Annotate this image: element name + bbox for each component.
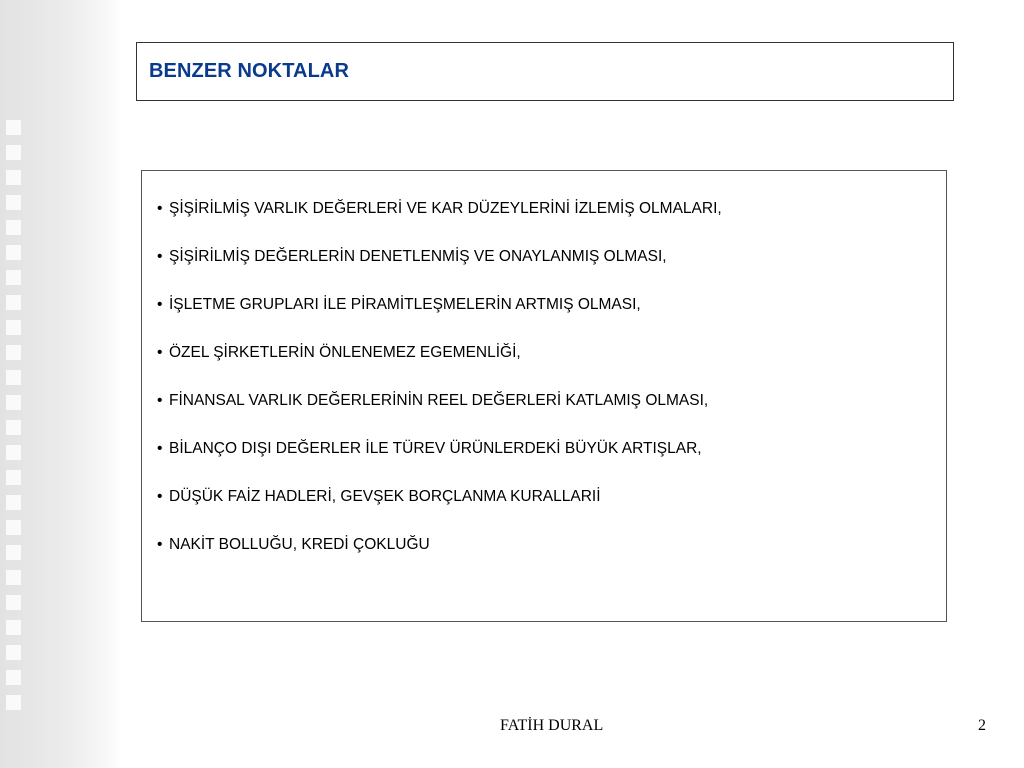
bullet-item bbox=[157, 295, 722, 343]
footer-author: FATİH DURAL bbox=[500, 717, 604, 734]
decorative-square bbox=[6, 195, 21, 210]
page-number: 2 bbox=[978, 717, 986, 734]
decorative-square bbox=[6, 595, 21, 610]
bullet-item bbox=[157, 487, 722, 535]
decorative-square bbox=[6, 645, 21, 660]
bullet-text: NAKİT BOLLUĞU, KREDİ ÇOKLUĞU bbox=[169, 536, 430, 553]
decorative-square bbox=[6, 120, 21, 135]
bullet-dot: • bbox=[157, 488, 163, 505]
content-box bbox=[141, 170, 947, 622]
bullet-text: ÖZEL ŞİRKETLERİN ÖNLENEMEZ EGEMENLİĞİ, bbox=[169, 344, 521, 361]
bullet-dot: • bbox=[157, 440, 163, 457]
bullet-text: İŞLETME GRUPLARI İLE PİRAMİTLEŞMELERİN ARTMIŞ OLMASI, bbox=[169, 296, 641, 313]
bullet-item bbox=[157, 535, 722, 583]
decorative-squares bbox=[6, 120, 28, 720]
decorative-square bbox=[6, 320, 21, 335]
bullet-item bbox=[157, 439, 722, 487]
decorative-square bbox=[6, 520, 21, 535]
bullet-text: BİLANÇO DIŞI DEĞERLER İLE TÜREV ÜRÜNLERDEKİ BÜYÜK ARTIŞLAR, bbox=[169, 440, 702, 457]
decorative-square bbox=[6, 245, 21, 260]
decorative-square bbox=[6, 270, 21, 285]
bullet-item bbox=[157, 343, 722, 391]
decorative-square bbox=[6, 145, 21, 160]
bullet-text: DÜŞÜK FAİZ HADLERİ, GEVŞEK BORÇLANMA KURALLARIİ bbox=[169, 488, 601, 505]
decorative-square bbox=[6, 570, 21, 585]
bullet-item bbox=[157, 199, 722, 247]
decorative-square bbox=[6, 370, 21, 385]
bullet-dot: • bbox=[157, 344, 163, 361]
decorative-square bbox=[6, 695, 21, 710]
decorative-square bbox=[6, 345, 21, 360]
decorative-square bbox=[6, 295, 21, 310]
decorative-square bbox=[6, 545, 21, 560]
bullet-dot: • bbox=[157, 536, 163, 553]
bullet-dot: • bbox=[157, 296, 163, 313]
bullet-item bbox=[157, 247, 722, 295]
bullet-text: FİNANSAL VARLIK DEĞERLERİNİN REEL DEĞERLERİ KATLAMIŞ OLMASI, bbox=[169, 392, 709, 409]
decorative-square bbox=[6, 470, 21, 485]
bullet-dot: • bbox=[157, 392, 163, 409]
bullet-dot: • bbox=[157, 200, 163, 217]
bullet-item bbox=[157, 391, 722, 439]
decorative-square bbox=[6, 220, 21, 235]
decorative-square bbox=[6, 670, 21, 685]
slide-title: BENZER NOKTALAR bbox=[149, 60, 350, 82]
bullet-list bbox=[157, 199, 722, 583]
bullet-text: ŞİŞİRİLMİŞ VARLIK DEĞERLERİ VE KAR DÜZEYLERİNİ İZLEMİŞ OLMALARI, bbox=[169, 200, 722, 217]
bullet-dot: • bbox=[157, 248, 163, 265]
decorative-square bbox=[6, 420, 21, 435]
decorative-square bbox=[6, 395, 21, 410]
title-box bbox=[136, 42, 954, 101]
bullet-text: ŞİŞİRİLMİŞ DEĞERLERİN DENETLENMİŞ VE ONAYLANMIŞ OLMASI, bbox=[169, 248, 667, 265]
decorative-square bbox=[6, 445, 21, 460]
decorative-square bbox=[6, 170, 21, 185]
decorative-square bbox=[6, 495, 21, 510]
decorative-left-strip bbox=[0, 0, 122, 768]
decorative-square bbox=[6, 620, 21, 635]
